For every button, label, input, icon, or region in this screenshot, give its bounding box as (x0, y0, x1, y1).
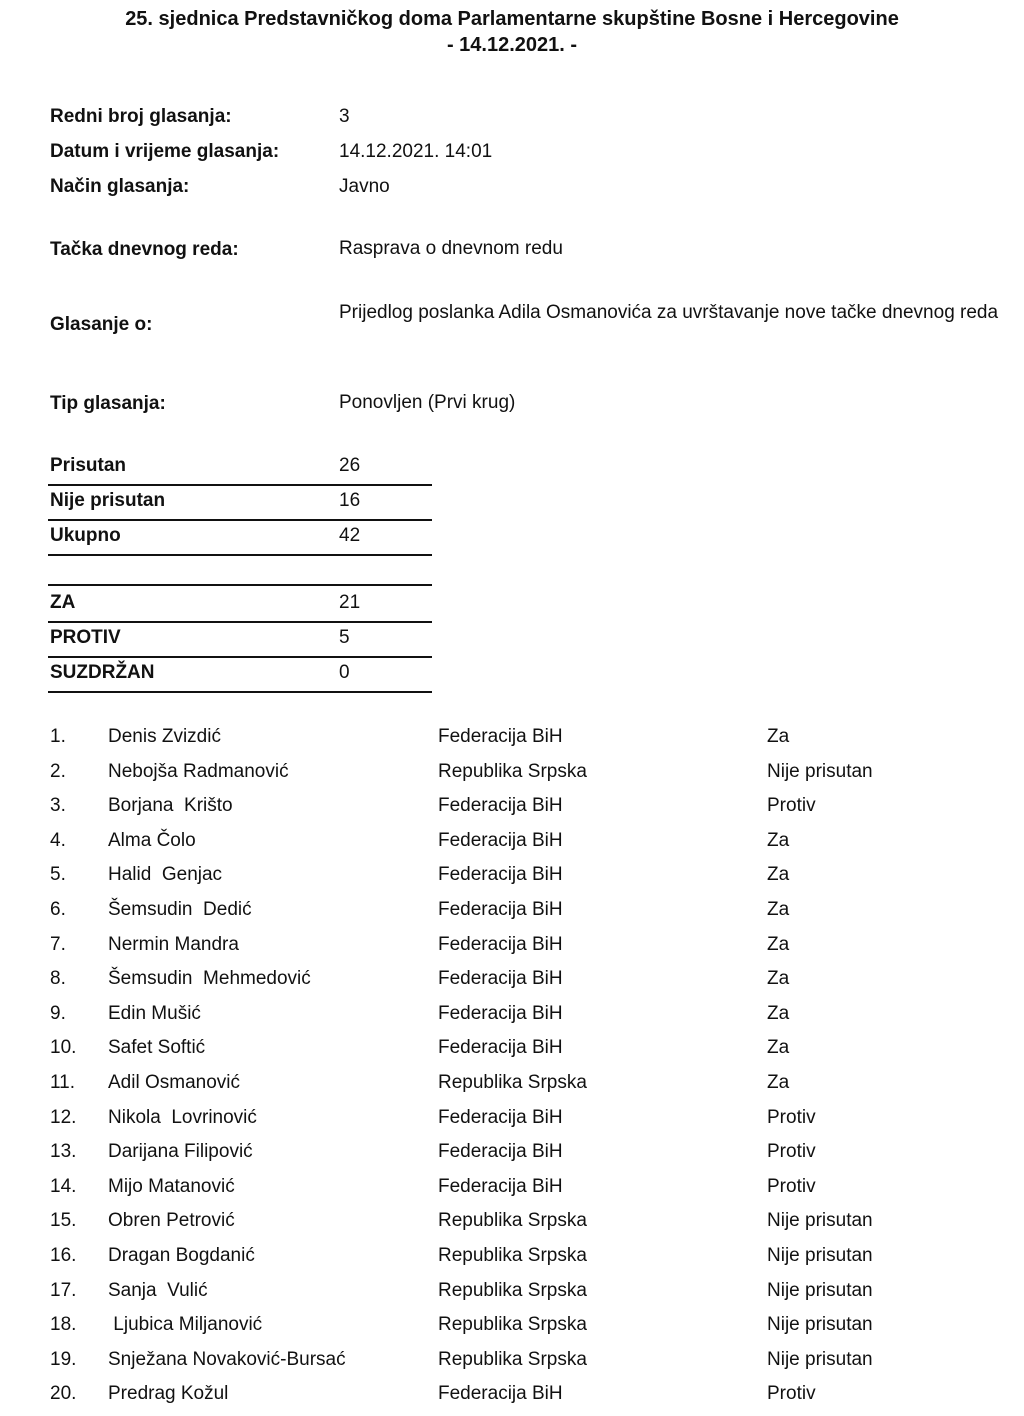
voter-name: Nikola Lovrinović (108, 1106, 257, 1128)
result-label: SUZDRŽAN (50, 662, 155, 683)
voter-vote: Protiv (767, 1106, 816, 1128)
voter-entity: Federacija BiH (438, 968, 563, 990)
vote-number-value: 3 (339, 106, 350, 127)
voter-vote: Za (767, 864, 790, 886)
datetime-value: 14.12.2021. 14:01 (339, 141, 493, 162)
divider (48, 584, 432, 586)
result-row-for (48, 588, 432, 623)
voter-entity: Federacija BiH (438, 1106, 563, 1128)
voter-number: 5. (50, 864, 66, 886)
voter-row (0, 1139, 1024, 1174)
voter-entity: Federacija BiH (438, 1141, 563, 1163)
attendance-row-absent (48, 486, 432, 521)
voter-row (0, 1001, 1024, 1036)
voter-vote: Protiv (767, 1175, 816, 1197)
voter-name: Borjana Krišto (108, 795, 233, 817)
voter-row (0, 932, 1024, 967)
title-line-2: - 14.12.2021. - (446, 34, 578, 56)
voter-name: Šemsudin Mehmedović (108, 968, 311, 990)
voter-number: 6. (50, 898, 66, 920)
voter-entity: Republika Srpska (438, 1279, 587, 1301)
voter-number: 7. (50, 933, 66, 955)
voter-name: Adil Osmanović (108, 1071, 240, 1093)
result-value: 5 (339, 627, 350, 648)
voter-vote: Za (767, 1071, 790, 1093)
result-row-abstain (48, 658, 432, 693)
voter-row (0, 897, 1024, 932)
result-label: PROTIV (50, 627, 121, 648)
voter-number: 8. (50, 968, 66, 990)
result-row-against (48, 623, 432, 658)
voter-vote: Protiv (767, 1141, 816, 1163)
voter-entity: Federacija BiH (438, 1383, 563, 1405)
document-title (0, 6, 1024, 58)
voter-row (0, 1208, 1024, 1243)
voter-number: 14. (50, 1175, 77, 1197)
voter-entity: Republika Srpska (438, 1210, 587, 1232)
voter-number: 2. (50, 760, 66, 782)
voter-vote: Za (767, 968, 790, 990)
voter-number: 13. (50, 1141, 77, 1163)
voter-entity: Federacija BiH (438, 829, 563, 851)
voter-row (0, 1174, 1024, 1209)
voter-row (0, 1381, 1024, 1416)
voter-entity: Republika Srpska (438, 1244, 587, 1266)
voter-name: Edin Mušić (108, 1002, 201, 1024)
voter-vote: Nije prisutan (767, 760, 873, 782)
attendance-value: 16 (339, 490, 361, 511)
voter-row (0, 759, 1024, 794)
result-label: ZA (50, 592, 76, 613)
voter-vote: Za (767, 898, 790, 920)
voter-name: Mijo Matanović (108, 1175, 235, 1197)
voter-number: 19. (50, 1348, 77, 1370)
voter-number: 4. (50, 829, 66, 851)
voter-number: 17. (50, 1279, 77, 1301)
voter-name: Denis Zvizdić (108, 726, 221, 747)
voter-number: 15. (50, 1210, 77, 1232)
voter-vote: Za (767, 726, 790, 747)
voter-row (0, 1070, 1024, 1105)
voter-number: 9. (50, 1002, 66, 1024)
voter-row (0, 1243, 1024, 1278)
voter-number: 18. (50, 1314, 77, 1336)
voter-row (0, 1035, 1024, 1070)
voter-name: Predrag Kožul (108, 1383, 229, 1405)
voter-number: 11. (50, 1071, 76, 1093)
result-value: 0 (339, 662, 350, 683)
method-label: Način glasanja: (50, 176, 190, 197)
voter-entity: Federacija BiH (438, 1175, 563, 1197)
title-line-1: 25. sjednica Predstavničkog doma Parlamentarne skupštine Bosne i Hercegovine (125, 8, 899, 30)
voter-number: 16. (50, 1244, 77, 1266)
voter-vote: Za (767, 933, 790, 955)
voter-name: Šemsudin Dedić (108, 898, 252, 920)
subject-label: Glasanje o: (50, 314, 153, 335)
voter-entity: Republika Srpska (438, 760, 587, 782)
voter-list (0, 724, 1024, 1416)
voter-row (0, 862, 1024, 897)
subject-value: Prijedlog poslanka Adila Osmanovića za uvrštavanje nove tačke dnevnog reda (339, 302, 999, 323)
attendance-row-present (48, 451, 432, 486)
voter-row (0, 1347, 1024, 1382)
attendance-table (48, 451, 432, 556)
attendance-label: Prisutan (50, 455, 127, 476)
voter-name: Ljubica Miljanović (108, 1314, 263, 1336)
voter-number: 1. (50, 726, 66, 747)
voter-vote: Protiv (767, 795, 816, 817)
voter-vote: Nije prisutan (767, 1279, 873, 1301)
attendance-label: Ukupno (50, 525, 121, 546)
voter-name: Halid Genjac (108, 864, 223, 886)
attendance-label: Nije prisutan (50, 490, 166, 511)
voter-entity: Federacija BiH (438, 933, 563, 955)
voter-number: 10. (50, 1037, 77, 1059)
voter-name: Dragan Bogdanić (108, 1244, 255, 1266)
results-table (48, 588, 432, 693)
voter-row (0, 966, 1024, 1001)
voter-entity: Federacija BiH (438, 898, 563, 920)
voter-name: Nebojša Radmanović (108, 760, 289, 782)
voter-row (0, 1312, 1024, 1347)
voter-row (0, 828, 1024, 863)
voter-entity: Republika Srpska (438, 1071, 587, 1093)
voter-vote: Nije prisutan (767, 1210, 873, 1232)
voter-name: Obren Petrović (108, 1210, 235, 1232)
agenda-item-value: Rasprava o dnevnom redu (339, 238, 563, 259)
voter-entity: Federacija BiH (438, 1037, 563, 1059)
agenda-item-label: Tačka dnevnog reda: (50, 239, 239, 260)
attendance-row-total (48, 521, 432, 556)
voter-row (0, 793, 1024, 828)
voter-entity: Republika Srpska (438, 1314, 587, 1336)
voter-name: Sanja Vulić (108, 1279, 208, 1301)
vote-number-label: Redni broj glasanja: (50, 106, 232, 127)
voter-vote: Za (767, 829, 790, 851)
voter-entity: Republika Srpska (438, 1348, 587, 1370)
voter-name: Nermin Mandra (108, 933, 239, 955)
datetime-label: Datum i vrijeme glasanja: (50, 141, 280, 162)
voter-entity: Federacija BiH (438, 795, 563, 817)
voter-name: Darijana Filipović (108, 1141, 253, 1163)
voter-number: 20. (50, 1383, 77, 1405)
voter-name: Safet Softić (108, 1037, 206, 1059)
voter-number: 12. (50, 1106, 77, 1128)
type-value: Ponovljen (Prvi krug) (339, 392, 516, 413)
voter-vote: Protiv (767, 1383, 816, 1405)
voter-entity: Federacija BiH (438, 1002, 563, 1024)
voter-vote: Za (767, 1037, 790, 1059)
voter-entity: Federacija BiH (438, 726, 563, 747)
voter-number: 3. (50, 795, 66, 817)
voter-name: Snježana Novaković-Bursać (108, 1348, 346, 1370)
voter-entity: Federacija BiH (438, 864, 563, 886)
type-label: Tip glasanja: (50, 393, 166, 414)
voter-name: Alma Čolo (108, 829, 196, 851)
voter-vote: Za (767, 1002, 790, 1024)
method-value: Javno (339, 176, 390, 197)
voter-row (0, 1278, 1024, 1313)
voter-row (0, 1105, 1024, 1140)
voter-vote: Nije prisutan (767, 1314, 873, 1336)
result-value: 21 (339, 592, 361, 613)
voter-vote: Nije prisutan (767, 1348, 873, 1370)
voter-vote: Nije prisutan (767, 1244, 873, 1266)
voter-row (0, 724, 1024, 759)
attendance-value: 42 (339, 525, 361, 546)
attendance-value: 26 (339, 455, 361, 476)
